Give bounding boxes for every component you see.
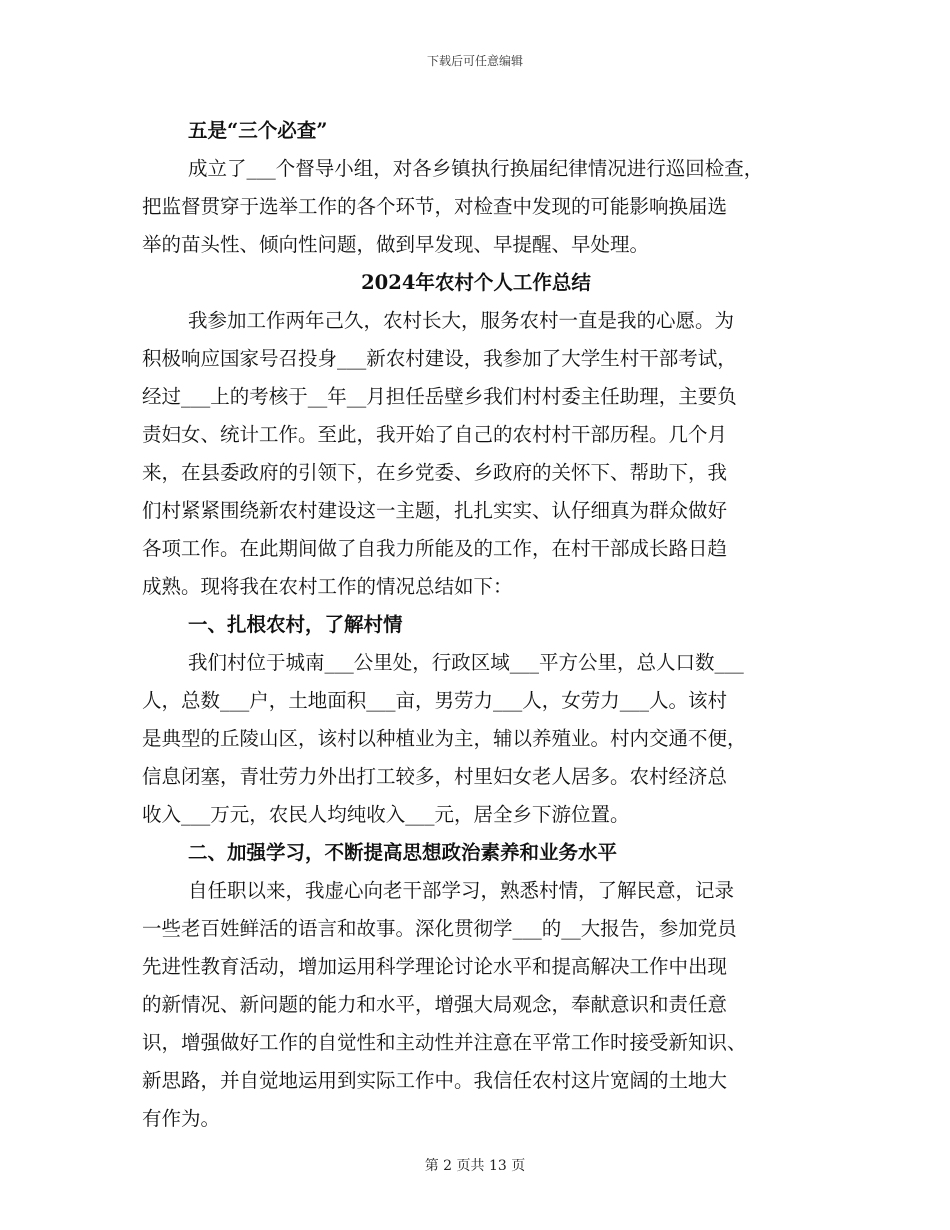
paragraph-line: 我参加工作两年己久，农村长大，服务农村一直是我的心愿。为 bbox=[188, 309, 735, 332]
section-heading: 一、扎根农村，了解村情 bbox=[188, 613, 403, 636]
paragraph-line: 信息闭塞，青壮劳力外出打工较多，村里妇女老人居多。农村经济总 bbox=[142, 765, 728, 788]
paragraph-line: 我们村位于城南___公里处，行政区域___平方公里，总人口数___ bbox=[188, 651, 744, 674]
page-footer: 第 2 页共 13 页 bbox=[424, 1158, 526, 1174]
paragraph-line: 新思路，并自觉地运用到实际工作中。我信任农村这片宽阔的土地大 bbox=[142, 1069, 728, 1092]
document-title: 2024年农村个人工作总结 bbox=[361, 271, 591, 294]
paragraph-line: 一些老百姓鲜活的语言和故事。深化贯彻学___的__大报告，参加党员 bbox=[142, 917, 737, 940]
paragraph-line: 人，总数___户，土地面积___亩，男劳力___人，女劳力___人。该村 bbox=[142, 689, 728, 712]
paragraph-line: 来，在县委政府的引领下，在乡党委、乡政府的关怀下、帮助下，我 bbox=[142, 461, 728, 484]
paragraph-line: 的新情况、新问题的能力和水平，增强大局观念，奉献意识和责任意 bbox=[142, 993, 728, 1016]
section-heading: 二、加强学习，不断提高思想政治素养和业务水平 bbox=[188, 841, 618, 864]
page-header: 下载后可任意编辑 bbox=[426, 54, 523, 68]
paragraph-line: 先进性教育活动，增加运用科学理论讨论水平和提高解决工作中出现 bbox=[142, 955, 728, 978]
paragraph-line: 自任职以来，我虚心向老干部学习，熟悉村情，了解民意，记录 bbox=[188, 879, 735, 902]
paragraph-line: 举的苗头性、倾向性问题，做到早发现、早提醒、早处理。 bbox=[142, 233, 650, 256]
paragraph-line: 有作为。 bbox=[142, 1107, 221, 1130]
paragraph-line: 们村紧紧围绕新农村建设这一主题，扎扎实实、认仔细真为群众做好 bbox=[142, 499, 728, 522]
paragraph-line: 把监督贯穿于选举工作的各个环节，对检查中发现的可能影响换届选 bbox=[142, 195, 728, 218]
paragraph-line: 识，增强做好工作的自觉性和主动性并注意在平常工作时接受新知识、 bbox=[142, 1031, 747, 1054]
section-heading: 五是“三个必查” bbox=[188, 119, 328, 142]
paragraph-line: 收入___万元，农民人均纯收入___元，居全乡下游位置。 bbox=[142, 803, 630, 826]
paragraph-line: 是典型的丘陵山区，该村以种植业为主，辅以养殖业。村内交通不便， bbox=[142, 727, 747, 750]
document-body bbox=[142, 112, 810, 1138]
paragraph-line: 成熟。现将我在农村工作的情况总结如下： bbox=[142, 575, 513, 598]
paragraph-line: 积极响应国家号召投身___新农村建设，我参加了大学生村干部考试， bbox=[142, 347, 737, 370]
paragraph-line: 各项工作。在此期间做了自我力所能及的工作，在村干部成长路日趋 bbox=[142, 537, 728, 560]
paragraph-line: 责妇女、统计工作。至此，我开始了自己的农村村干部历程。几个月 bbox=[142, 423, 728, 446]
paragraph-line: 经过___上的考核于__年__月担任岳壁乡我们村村委主任助理，主要负 bbox=[142, 385, 737, 408]
paragraph-line: 成立了___个督导小组，对各乡镇执行换届纪律情况进行巡回检查， bbox=[188, 157, 764, 180]
